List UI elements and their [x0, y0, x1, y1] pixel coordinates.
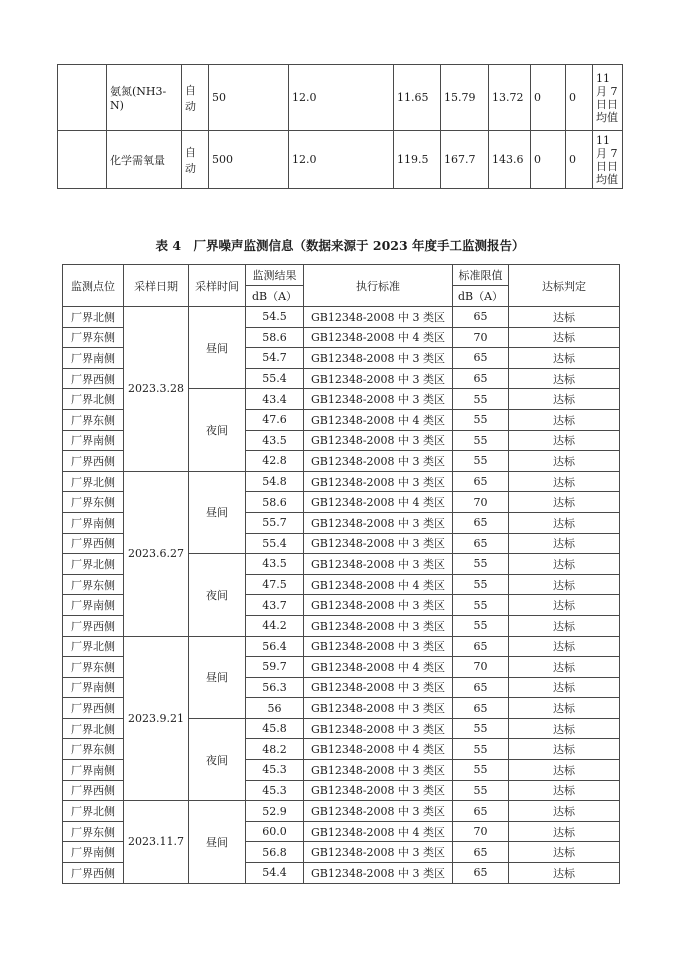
- judge-cell: 达标: [509, 739, 620, 760]
- judge-cell: 达标: [509, 677, 620, 698]
- continuation-cell: 0: [531, 65, 566, 131]
- monitoring-point-cell: 厂界南侧: [63, 760, 124, 781]
- sampling-time-cell: 昼间: [189, 307, 246, 389]
- monitoring-point-cell: 厂界西侧: [63, 368, 124, 389]
- result-cell: 56: [246, 698, 304, 719]
- judge-cell: 达标: [509, 780, 620, 801]
- result-cell: 56.4: [246, 636, 304, 657]
- monitoring-point-cell: 厂界东侧: [63, 739, 124, 760]
- monitoring-point-cell: 厂界北侧: [63, 718, 124, 739]
- judge-cell: 达标: [509, 657, 620, 678]
- limit-cell: 65: [453, 677, 509, 698]
- noise-row: [63, 801, 620, 822]
- judge-cell: 达标: [509, 574, 620, 595]
- result-cell: 47.5: [246, 574, 304, 595]
- limit-cell: 55: [453, 409, 509, 430]
- result-cell: 54.8: [246, 471, 304, 492]
- standard-cell: GB12348-2008 中 3 类区: [304, 718, 453, 739]
- standard-cell: GB12348-2008 中 3 类区: [304, 760, 453, 781]
- result-cell: 45.8: [246, 718, 304, 739]
- continuation-cell: 50: [209, 65, 289, 131]
- standard-cell: GB12348-2008 中 3 类区: [304, 842, 453, 863]
- judge-cell: 达标: [509, 307, 620, 328]
- noise-row: [63, 636, 620, 657]
- standard-cell: GB12348-2008 中 4 类区: [304, 492, 453, 513]
- limit-cell: 70: [453, 492, 509, 513]
- monitoring-point-cell: 厂界北侧: [63, 636, 124, 657]
- continuation-cell: 0: [566, 65, 593, 131]
- judge-cell: 达标: [509, 389, 620, 410]
- continuation-table-body: [58, 65, 623, 189]
- limit-cell: 55: [453, 554, 509, 575]
- continuation-cell: 119.5: [394, 131, 441, 189]
- limit-cell: 65: [453, 512, 509, 533]
- standard-cell: GB12348-2008 中 3 类区: [304, 512, 453, 533]
- limit-cell: 70: [453, 657, 509, 678]
- header-judge: 达标判定: [509, 265, 620, 307]
- noise-row: [63, 307, 620, 328]
- header-sampling-date: 采样日期: [124, 265, 189, 307]
- sampling-time-cell: 夜间: [189, 554, 246, 636]
- standard-cell: GB12348-2008 中 3 类区: [304, 430, 453, 451]
- limit-cell: 55: [453, 615, 509, 636]
- limit-cell: 70: [453, 327, 509, 348]
- result-cell: 54.5: [246, 307, 304, 328]
- judge-cell: 达标: [509, 471, 620, 492]
- standard-cell: GB12348-2008 中 4 类区: [304, 739, 453, 760]
- result-cell: 43.5: [246, 430, 304, 451]
- continuation-table: [57, 64, 623, 189]
- judge-cell: 达标: [509, 595, 620, 616]
- limit-cell: 55: [453, 574, 509, 595]
- limit-cell: 65: [453, 307, 509, 328]
- judge-cell: 达标: [509, 863, 620, 884]
- judge-cell: 达标: [509, 636, 620, 657]
- result-cell: 43.5: [246, 554, 304, 575]
- standard-cell: GB12348-2008 中 3 类区: [304, 389, 453, 410]
- judge-cell: 达标: [509, 512, 620, 533]
- monitoring-point-cell: 厂界北侧: [63, 801, 124, 822]
- standard-cell: GB12348-2008 中 3 类区: [304, 615, 453, 636]
- continuation-row: [58, 131, 623, 189]
- standard-cell: GB12348-2008 中 3 类区: [304, 348, 453, 369]
- continuation-cell: 化学需氧量: [107, 131, 182, 189]
- judge-cell: 达标: [509, 368, 620, 389]
- standard-cell: GB12348-2008 中 4 类区: [304, 821, 453, 842]
- sampling-date-cell: 2023.9.21: [124, 636, 189, 801]
- result-cell: 47.6: [246, 409, 304, 430]
- result-cell: 54.7: [246, 348, 304, 369]
- standard-cell: GB12348-2008 中 3 类区: [304, 677, 453, 698]
- monitoring-point-cell: 厂界东侧: [63, 574, 124, 595]
- header-standard: 执行标准: [304, 265, 453, 307]
- judge-cell: 达标: [509, 698, 620, 719]
- monitoring-point-cell: 厂界南侧: [63, 512, 124, 533]
- continuation-cell: 自动: [182, 65, 209, 131]
- continuation-cell: 12.0: [289, 131, 394, 189]
- result-cell: 58.6: [246, 492, 304, 513]
- monitoring-point-cell: 厂界西侧: [63, 533, 124, 554]
- noise-table: [62, 264, 620, 884]
- result-cell: 58.6: [246, 327, 304, 348]
- limit-cell: 55: [453, 760, 509, 781]
- standard-cell: GB12348-2008 中 3 类区: [304, 307, 453, 328]
- sampling-time-cell: 昼间: [189, 636, 246, 718]
- judge-cell: 达标: [509, 430, 620, 451]
- result-cell: 42.8: [246, 451, 304, 472]
- monitoring-point-cell: 厂界东侧: [63, 409, 124, 430]
- monitoring-point-cell: 厂界东侧: [63, 492, 124, 513]
- judge-cell: 达标: [509, 801, 620, 822]
- continuation-cell: 12.0: [289, 65, 394, 131]
- standard-cell: GB12348-2008 中 3 类区: [304, 698, 453, 719]
- standard-cell: GB12348-2008 中 3 类区: [304, 368, 453, 389]
- monitoring-point-cell: 厂界南侧: [63, 842, 124, 863]
- continuation-cell: 11.65: [394, 65, 441, 131]
- continuation-cell: 167.7: [441, 131, 489, 189]
- result-cell: 54.4: [246, 863, 304, 884]
- sampling-date-cell: 2023.11.7: [124, 801, 189, 883]
- monitoring-point-cell: 厂界东侧: [63, 821, 124, 842]
- judge-cell: 达标: [509, 615, 620, 636]
- noise-table-body: [63, 307, 620, 884]
- header-row-1: [63, 265, 620, 286]
- result-cell: 43.7: [246, 595, 304, 616]
- standard-cell: GB12348-2008 中 4 类区: [304, 574, 453, 595]
- monitoring-point-cell: 厂界西侧: [63, 698, 124, 719]
- sampling-time-cell: 夜间: [189, 718, 246, 800]
- header-result-unit: dB（A）: [246, 286, 304, 307]
- standard-cell: GB12348-2008 中 4 类区: [304, 657, 453, 678]
- standard-cell: GB12348-2008 中 3 类区: [304, 471, 453, 492]
- monitoring-point-cell: 厂界南侧: [63, 677, 124, 698]
- limit-cell: 55: [453, 780, 509, 801]
- continuation-cell: 11 月 7 日日 均值: [593, 131, 623, 189]
- standard-cell: GB12348-2008 中 3 类区: [304, 554, 453, 575]
- noise-row: [63, 471, 620, 492]
- limit-cell: 65: [453, 636, 509, 657]
- continuation-cell: 15.79: [441, 65, 489, 131]
- sampling-time-cell: 夜间: [189, 389, 246, 471]
- standard-cell: GB12348-2008 中 4 类区: [304, 327, 453, 348]
- monitoring-point-cell: 厂界东侧: [63, 327, 124, 348]
- limit-cell: 55: [453, 595, 509, 616]
- limit-cell: 55: [453, 451, 509, 472]
- result-cell: 44.2: [246, 615, 304, 636]
- sampling-time-cell: 昼间: [189, 801, 246, 883]
- monitoring-point-cell: 厂界北侧: [63, 554, 124, 575]
- limit-cell: 65: [453, 471, 509, 492]
- limit-cell: 65: [453, 801, 509, 822]
- limit-cell: 55: [453, 739, 509, 760]
- sampling-time-cell: 昼间: [189, 471, 246, 553]
- continuation-cell: 500: [209, 131, 289, 189]
- judge-cell: 达标: [509, 760, 620, 781]
- standard-cell: GB12348-2008 中 4 类区: [304, 409, 453, 430]
- sampling-date-cell: 2023.6.27: [124, 471, 189, 636]
- judge-cell: 达标: [509, 327, 620, 348]
- limit-cell: 65: [453, 842, 509, 863]
- header-monitoring-point: 监测点位: [63, 265, 124, 307]
- sampling-date-cell: 2023.3.28: [124, 307, 189, 472]
- continuation-cell: [58, 131, 107, 189]
- continuation-cell: 13.72: [489, 65, 531, 131]
- monitoring-point-cell: 厂界北侧: [63, 471, 124, 492]
- table4-title: 表 4 厂界噪声监测信息（数据来源于 2023 年度手工监测报告）: [155, 238, 525, 253]
- result-cell: 45.3: [246, 760, 304, 781]
- limit-cell: 65: [453, 698, 509, 719]
- continuation-row: [58, 65, 623, 131]
- judge-cell: 达标: [509, 718, 620, 739]
- result-cell: 60.0: [246, 821, 304, 842]
- result-cell: 48.2: [246, 739, 304, 760]
- result-cell: 55.4: [246, 368, 304, 389]
- judge-cell: 达标: [509, 492, 620, 513]
- continuation-cell: 143.6: [489, 131, 531, 189]
- monitoring-point-cell: 厂界东侧: [63, 657, 124, 678]
- continuation-cell: 11 月 7 日日 均值: [593, 65, 623, 131]
- header-result: 监测结果: [246, 265, 304, 286]
- monitoring-point-cell: 厂界南侧: [63, 348, 124, 369]
- limit-cell: 55: [453, 430, 509, 451]
- continuation-cell: 自动: [182, 131, 209, 189]
- limit-cell: 55: [453, 389, 509, 410]
- standard-cell: GB12348-2008 中 3 类区: [304, 801, 453, 822]
- limit-cell: 70: [453, 821, 509, 842]
- monitoring-point-cell: 厂界西侧: [63, 863, 124, 884]
- limit-cell: 65: [453, 533, 509, 554]
- result-cell: 52.9: [246, 801, 304, 822]
- continuation-cell: [58, 65, 107, 131]
- header-limit: 标准限值: [453, 265, 509, 286]
- standard-cell: GB12348-2008 中 3 类区: [304, 780, 453, 801]
- result-cell: 56.8: [246, 842, 304, 863]
- continuation-cell: 0: [566, 131, 593, 189]
- result-cell: 55.7: [246, 512, 304, 533]
- judge-cell: 达标: [509, 348, 620, 369]
- judge-cell: 达标: [509, 821, 620, 842]
- limit-cell: 65: [453, 368, 509, 389]
- monitoring-point-cell: 厂界北侧: [63, 389, 124, 410]
- noise-table-header: [63, 265, 620, 307]
- monitoring-point-cell: 厂界西侧: [63, 780, 124, 801]
- judge-cell: 达标: [509, 842, 620, 863]
- standard-cell: GB12348-2008 中 3 类区: [304, 636, 453, 657]
- judge-cell: 达标: [509, 554, 620, 575]
- header-limit-unit: dB（A）: [453, 286, 509, 307]
- monitoring-point-cell: 厂界西侧: [63, 451, 124, 472]
- standard-cell: GB12348-2008 中 3 类区: [304, 533, 453, 554]
- header-sampling-time: 采样时间: [189, 265, 246, 307]
- monitoring-point-cell: 厂界西侧: [63, 615, 124, 636]
- limit-cell: 65: [453, 348, 509, 369]
- continuation-cell: 0: [531, 131, 566, 189]
- limit-cell: 55: [453, 718, 509, 739]
- result-cell: 55.4: [246, 533, 304, 554]
- judge-cell: 达标: [509, 451, 620, 472]
- judge-cell: 达标: [509, 533, 620, 554]
- continuation-cell: 氨氮(NH3-N): [107, 65, 182, 131]
- standard-cell: GB12348-2008 中 3 类区: [304, 595, 453, 616]
- result-cell: 59.7: [246, 657, 304, 678]
- result-cell: 45.3: [246, 780, 304, 801]
- monitoring-point-cell: 厂界南侧: [63, 430, 124, 451]
- monitoring-point-cell: 厂界北侧: [63, 307, 124, 328]
- result-cell: 56.3: [246, 677, 304, 698]
- judge-cell: 达标: [509, 409, 620, 430]
- standard-cell: GB12348-2008 中 3 类区: [304, 863, 453, 884]
- limit-cell: 65: [453, 863, 509, 884]
- standard-cell: GB12348-2008 中 3 类区: [304, 451, 453, 472]
- monitoring-point-cell: 厂界南侧: [63, 595, 124, 616]
- result-cell: 43.4: [246, 389, 304, 410]
